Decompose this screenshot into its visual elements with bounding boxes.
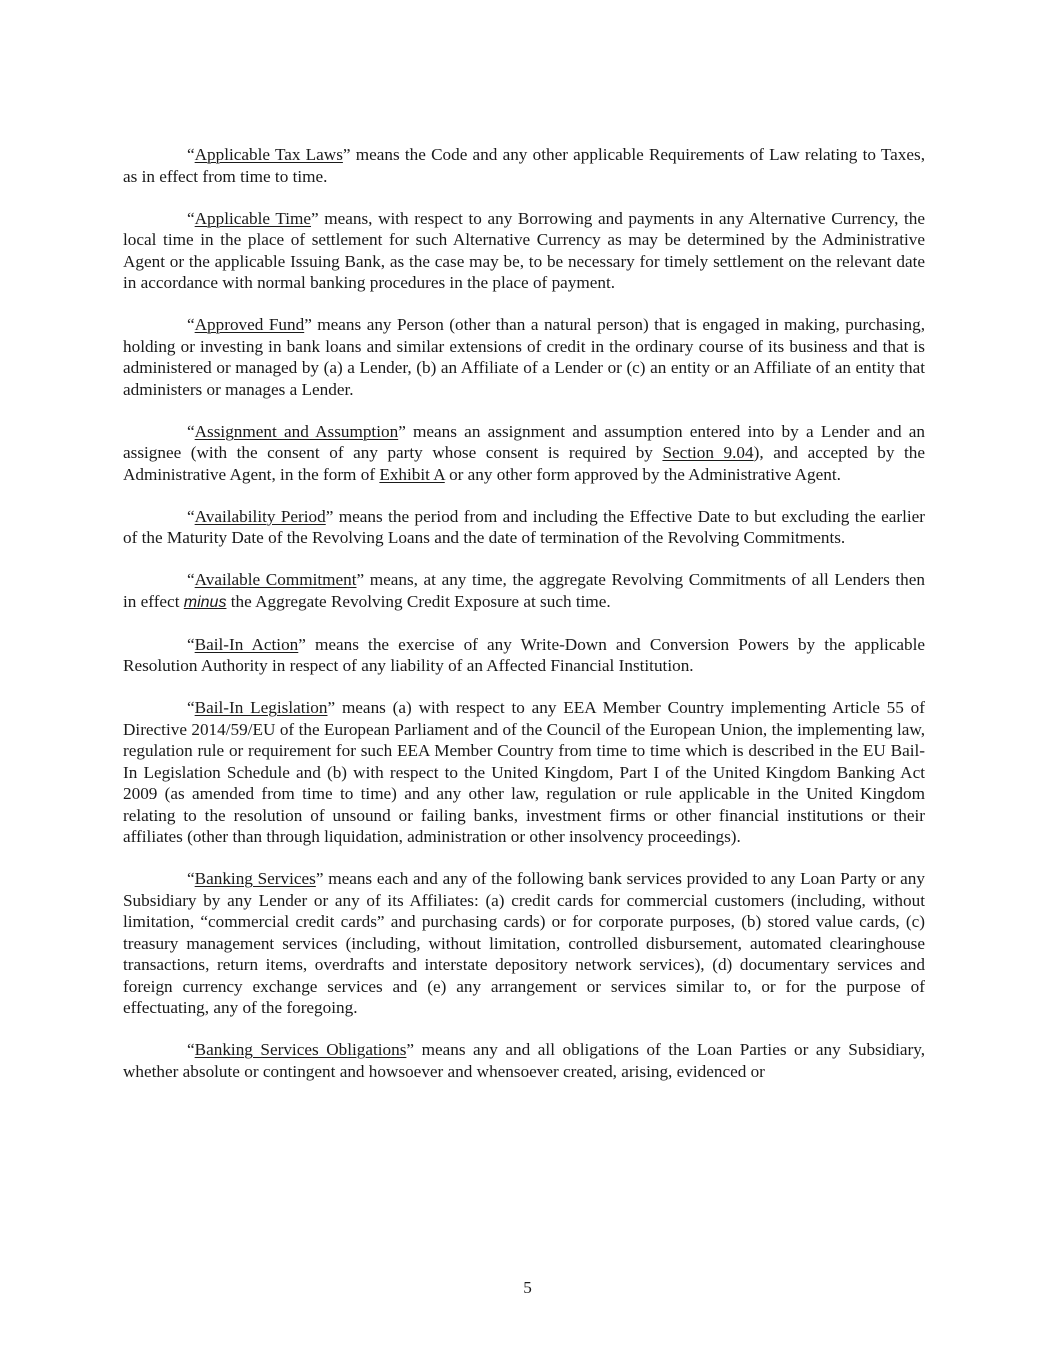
definition-text: ” means each and any of the following bank services provided to any Loan Party or any Subsidiary by any Lender or any of its Affiliates: (a) credit cards for commercial customers (including, without limitation, “commercial credit cards” and purchasing cards) or for corporate purposes, (b) stored value cards, (c) treasury management services (including, without limitation, controlled disbursement, automated clearinghouse transactions, return items, overdrafts and interstate depository network services), (d) documentary services and foreign currency exchange services and (e) any arrangement or services similar to, or for the purpose of effectuating, any of the foregoing. — [123, 869, 925, 1017]
definition-text: or any other form approved by the Administrative Agent. — [444, 464, 841, 484]
defined-term: Applicable Tax Laws — [194, 145, 343, 164]
section-reference: Section 9.04 — [662, 443, 754, 462]
defined-term: Available Commitment — [194, 570, 357, 589]
definition-approved-fund: “Approved Fund” means any Person (other than a natural person) that is engaged in making, purchasing, holding or investing in bank loans and similar extensions of credit in the ordinary course of its business and that is administered or managed by (a) a Lender, (b) an Affiliate of a Lender or (c) an entity or an Affiliate of an entity that administers or manages a Lender. — [123, 315, 926, 399]
definition-text: ” means, at any time, the aggregate Revolving Commitments of all Lenders then in effect — [123, 570, 925, 611]
definition-text: ” means any Person (other than a natural person) that is engaged in making, purchasing, holding or investing in bank loans and similar extensions of credit in the ordinary course of its business and that is administered or managed by (a) a Lender, (b) an Affiliate of a Lender or (c) an entity or an Affiliate of an entity that administers or manages a Lender. — [123, 315, 926, 399]
definitions-section — [123, 144, 925, 1103]
defined-term: Bail-In Action — [194, 634, 299, 654]
defined-term: Bail-In Legislation — [194, 698, 328, 717]
definition-availability-period: “Availability Period” means the period from and including the Effective Date to but excluding the earlier of the Maturity Date of the Revolving Loans and the date of termination of the Revolving Commitments. — [123, 506, 925, 547]
definition-text: ” means the period from and including the Effective Date to but excluding the earlier of the Maturity Date of the Revolving Loans and the date of termination of the Revolving Commitments. — [123, 506, 925, 547]
defined-term: Availability Period — [194, 506, 326, 526]
definition-text: ” means any and all obligations of the Loan Parties or any Subsidiary, whether absolute or contingent and howsoever and whensoever created, arising, evidenced or — [123, 1040, 925, 1081]
definition-text: ” means the Code and any other applicable Requirements of Law relating to Taxes, as in effect from time to time. — [123, 145, 926, 186]
defined-term: Banking Services Obligations — [194, 1040, 407, 1059]
definition-available-commitment: “Available Commitment” means, at any time, the aggregate Revolving Commitments of all Lenders then in effect minus the Aggregate Revolving Credit Exposure at such time. — [123, 570, 925, 611]
definition-bail-in-action: “Bail-In Action” means the exercise of any Write-Down and Conversion Powers by the applicable Resolution Authority in respect of any liability of an Affected Financial Institution. — [123, 634, 925, 675]
exhibit-reference: Exhibit A — [379, 464, 445, 484]
definition-bail-in-legislation: “Bail-In Legislation” means (a) with respect to any EEA Member Country implementing Article 55 of Directive 2014/59/EU of the European Parliament and of the Council of the European Union, the implementing law, regulation rule or requirement for such EEA Member Country from time to time which is described in the EU Bail-In Legislation Schedule and (b) with respect to the United Kingdom, Part I of the United Kingdom Banking Act 2009 (as amended from time to time) and any other law, regulation or rule applicable in the United Kingdom relating to the resolution of unsound or failing banks, investment firms or other financial institutions or their affiliates (other than through liquidation, administration or other insolvency proceedings). — [123, 698, 925, 846]
definition-text: ” means, with respect to any Borrowing and payments in any Alternative Currency, the local time in the place of settlement for such Alternative Currency as may be determined by the Administrative Agent or the applicable Issuing Bank, as the case may be, to be necessary for timely settlement on the relevant date in accordance with normal banking procedures in the place of payment. — [123, 208, 926, 292]
page-number: 5 — [523, 1278, 532, 1297]
definition-text: the Aggregate Revolving Credit Exposure at such time. — [226, 591, 611, 611]
defined-term: Applicable Time — [194, 208, 312, 228]
definition-text: ” means an assignment and assumption entered into by a Lender and an assignee (with the consent of any party whose consent is required by — [123, 421, 926, 462]
definition-text: ), and accepted by the Administrative Agent, in the form of — [123, 443, 925, 484]
definition-banking-services: “Banking Services” means each and any of the following bank services provided to any Loan Party or any Subsidiary by any Lender or any of its Affiliates: (a) credit cards for commercial customers (including, without limitation, “commercial credit cards” and purchasing cards) or for corporate purposes, (b) stored value cards, (c) treasury management services (including, without limitation, controlled disbursement, automated clearinghouse transactions, return items, overdrafts and interstate depository network services), (d) documentary services and foreign currency exchange services and (e) any arrangement or services similar to, or for the purpose of effectuating, any of the foregoing. — [123, 869, 925, 1017]
definition-assignment-and-assumption: “Assignment and Assumption” means an assignment and assumption entered into by a Lender and an assignee (with the consent of any party whose consent is required by Section 9.04), and accepted by the Administrative Agent, in the form of Exhibit A or any other form approved by the Administrative Agent. — [123, 421, 926, 484]
defined-term: Assignment and Assumption — [194, 421, 399, 441]
definition-text: ” means (a) with respect to any EEA Member Country implementing Article 55 of Directive 2014/59/EU of the European Parliament and of the Council of the European Union, the implementing law, regulation rule or requirement for such EEA Member Country from time to time which is described in the EU Bail-In Legislation Schedule and (b) with respect to the United Kingdom, Part I of the United Kingdom Banking Act 2009 (as amended from time to time) and any other law, regulation or rule applicable in the United Kingdom relating to the resolution of unsound or failing banks, investment firms or other financial institutions or their affiliates (other than through liquidation, administration or other insolvency proceedings). — [123, 698, 925, 846]
definition-applicable-time: “Applicable Time” means, with respect to any Borrowing and payments in any Alternative Currency, the local time in the place of settlement for such Alternative Currency as may be determined by the Administrative Agent or the applicable Issuing Bank, as the case may be, to be necessary for timely settlement on the relevant date in accordance with normal banking procedures in the place of payment. — [123, 208, 926, 292]
definition-banking-services-obligations: “Banking Services Obligations” means any and all obligations of the Loan Parties or any Subsidiary, whether absolute or contingent and howsoever and whensoever created, arising, evidenced or — [123, 1040, 925, 1081]
defined-term: Approved Fund — [194, 315, 305, 334]
defined-term: Banking Services — [194, 869, 316, 888]
definition-text: ” means the exercise of any Write-Down and Conversion Powers by the applicable Resolution Authority in respect of any liability of an Affected Financial Institution. — [123, 634, 925, 675]
definition-applicable-tax-laws: “Applicable Tax Laws” means the Code and any other applicable Requirements of Law relating to Taxes, as in effect from time to time. — [123, 145, 926, 186]
emphasis-minus: minus — [183, 593, 227, 611]
